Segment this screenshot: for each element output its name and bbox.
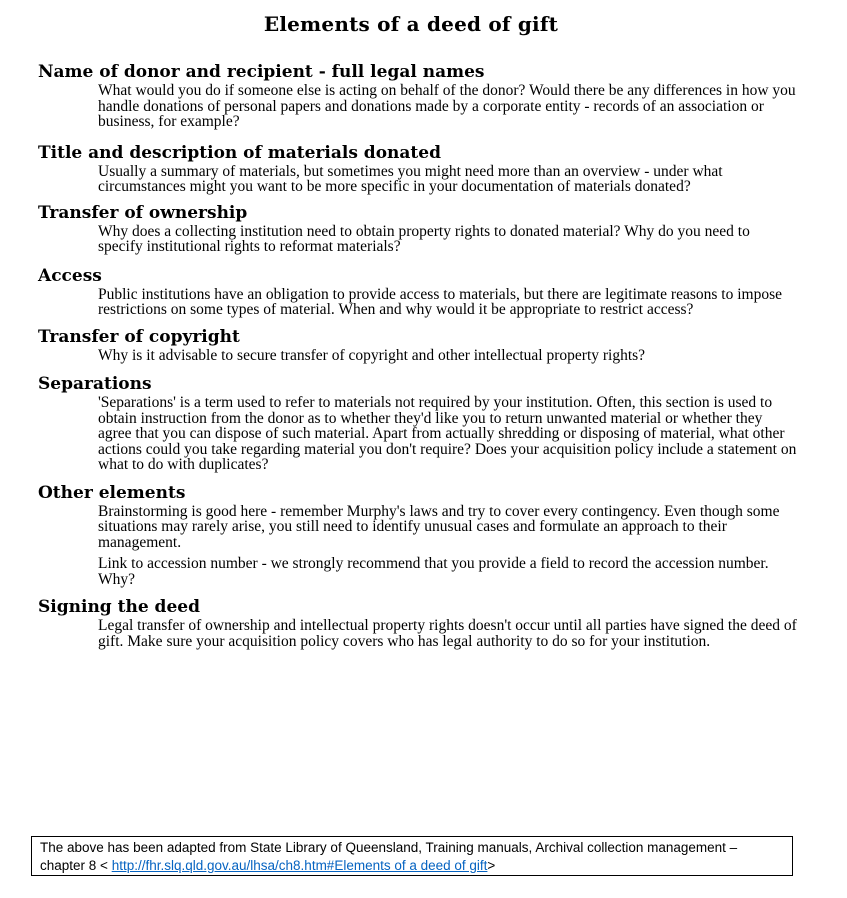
source-citation-box	[31, 836, 793, 876]
section-donor-recipient	[38, 62, 798, 130]
section-body	[98, 618, 798, 649]
section-paragraph: Link to accession number - we strongly recommend that you provide a field to record the accession number. Why?	[98, 555, 769, 588]
section-heading: Transfer of copyright	[38, 326, 240, 347]
section-paragraph: Public institutions have an obligation to provide access to materials, but there are legitimate reasons to impose restrictions on some types of material. When and why would it be appropriate to restrict access?	[98, 285, 782, 318]
section-access	[38, 266, 798, 318]
section-materials-description	[38, 143, 798, 195]
section-signing-deed	[38, 597, 798, 649]
section-body	[98, 287, 798, 318]
section-heading: Transfer of ownership	[38, 202, 248, 223]
citation-closing-bracket: >	[487, 858, 496, 873]
section-body	[98, 395, 798, 473]
section-body	[98, 504, 798, 588]
section-body	[98, 348, 798, 364]
section-heading: Name of donor and recipient - full legal names	[38, 62, 485, 82]
section-heading: Separations	[38, 374, 152, 394]
section-paragraph: 'Separations' is a term used to refer to materials not required by your institution. Often, this section is used to obtain instruction from the donor as to whether they'd like you to return unwanted material or whether they agree that you can dispose of such material. Apart from actually shredding or disposing of material, what other actions could you take regarding material you don't require? Does your acquisition policy include a statement on what to do with duplicates?	[98, 394, 797, 473]
section-paragraph: Legal transfer of ownership and intellectual property rights doesn't occur until all parties have signed the deed of gift. Make sure your acquisition policy covers who has legal authority to do so for your institution.	[98, 617, 797, 650]
section-heading: Signing the deed	[38, 597, 200, 617]
section-paragraph: Brainstorming is good here - remember Murphy's laws and try to cover every contingency. Even though some situations may rarely arise, you still need to identify unusual cases and formulate an approach to their management.	[98, 502, 780, 551]
section-paragraph: Usually a summary of materials, but sometimes you might need more than an overview - under what circumstances might you want to be more specific in your documentation of materials donated?	[98, 162, 723, 195]
section-heading: Access	[38, 265, 102, 286]
section-heading: Title and description of materials donated	[38, 142, 441, 163]
section-body	[98, 164, 798, 195]
section-transfer-ownership	[38, 203, 798, 255]
section-other-elements	[38, 483, 798, 588]
section-separations	[38, 374, 798, 473]
page-title: Elements of a deed of gift	[263, 12, 559, 36]
citation-text: The above has been adapted from State Library of Queensland, Training manuals, Archival collection management – chapter 8 <	[40, 840, 738, 873]
section-transfer-copyright	[38, 327, 798, 364]
section-body	[98, 83, 798, 130]
section-paragraph: Why is it advisable to secure transfer of copyright and other intellectual property rights?	[98, 346, 646, 364]
section-paragraph: Why does a collecting institution need to obtain property rights to donated material? Why do you need to specify institutional rights to reformat materials?	[98, 222, 750, 255]
source-link[interactable]: http://fhr.slq.qld.gov.au/lhsa/ch8.htm#Elements of a deed of gift	[111, 858, 488, 873]
section-body	[98, 224, 798, 255]
section-paragraph: What would you do if someone else is acting on behalf of the donor? Would there be any differences in how you handle donations of personal papers and donations made by a corporate entity - records of an association or business, for example?	[98, 82, 796, 130]
section-heading: Other elements	[38, 482, 186, 503]
sections-list	[38, 62, 798, 649]
